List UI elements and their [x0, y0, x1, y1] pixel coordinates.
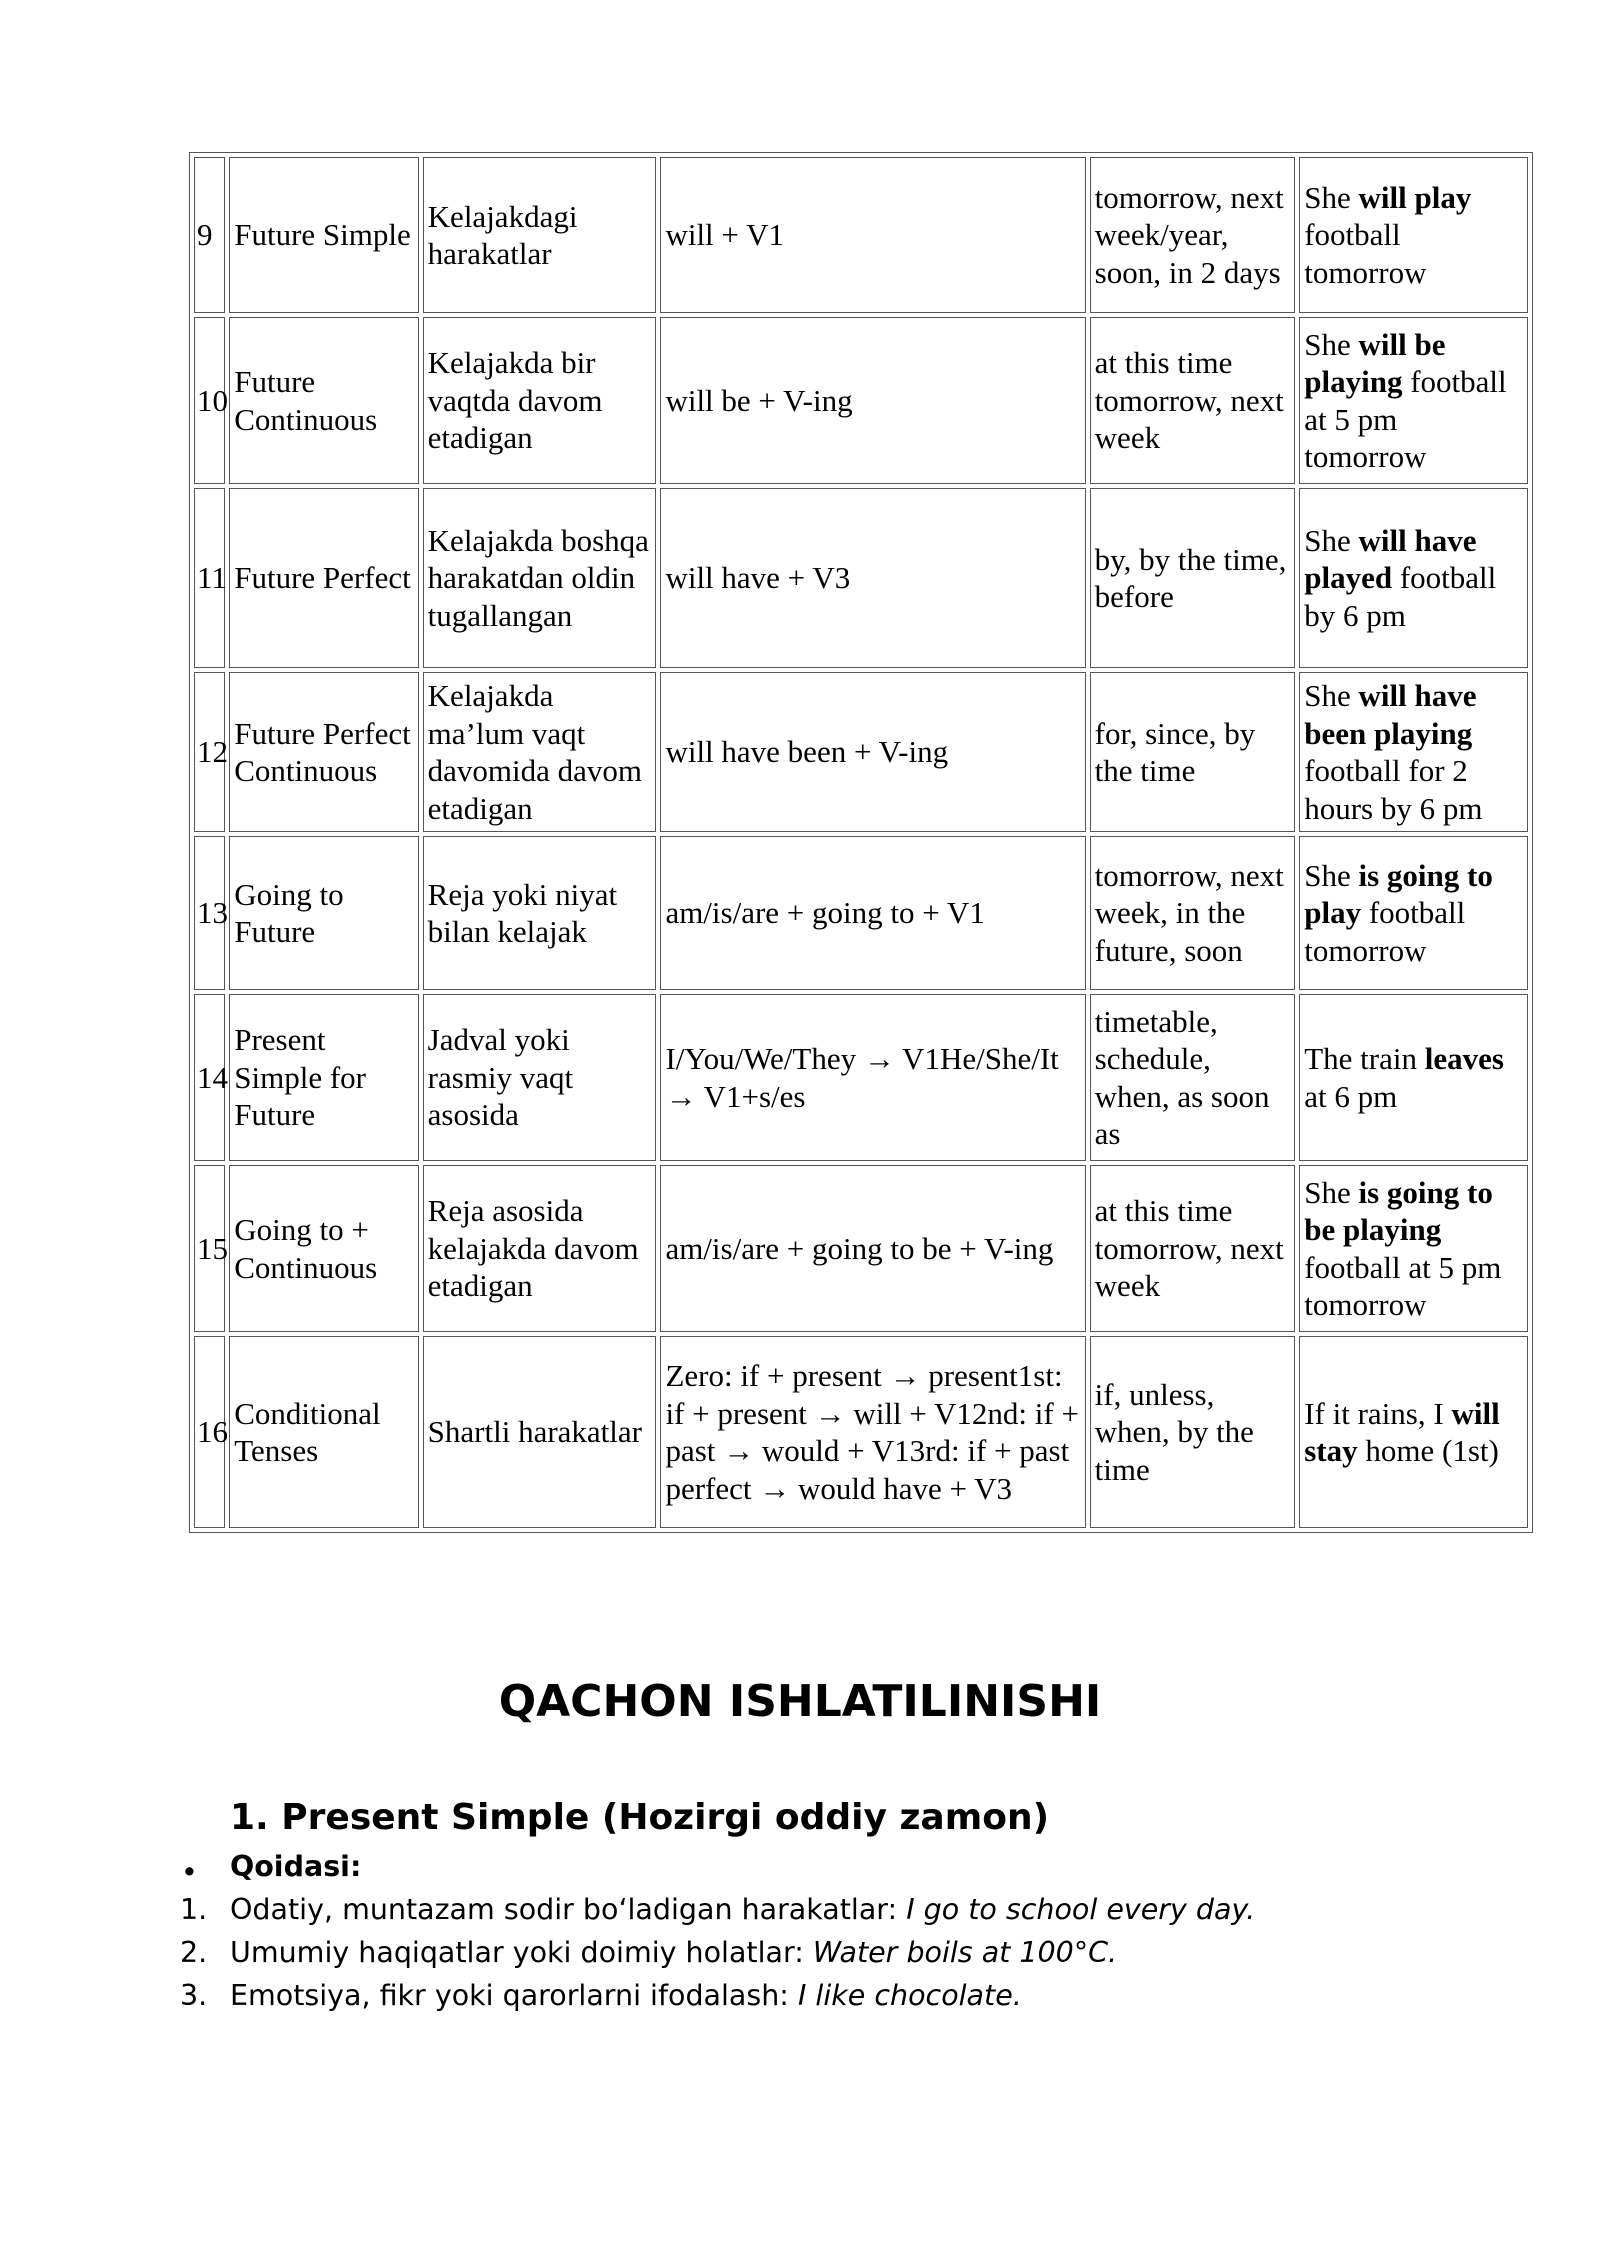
time-markers: timetable, schedule, when, as soon as [1090, 994, 1296, 1161]
tense-example: She will have played football by 6 pm [1299, 488, 1528, 668]
table-row [194, 1336, 1528, 1528]
list-item-number: 2. [180, 1936, 208, 1969]
tense-example: She will be playing football at 5 pm tomorrow [1299, 317, 1528, 484]
time-markers: for, since, by the time [1090, 672, 1296, 832]
tense-name: Conditional Tenses [229, 1336, 418, 1528]
tense-description: Reja yoki niyat bilan kelajak [423, 836, 657, 990]
table-row [194, 317, 1528, 484]
tense-description: Kelajakda ma’lum vaqt davomida davom etadigan [423, 672, 657, 832]
row-number: 10 [194, 317, 225, 484]
tense-description: Kelajakda bir vaqtda davom etadigan [423, 317, 657, 484]
tense-formula: am/is/are + going to be + V-ing [660, 1165, 1085, 1332]
list-item: Emotsiya, fikr yoki qarorlarni ifodalash: I like chocolate. [230, 1979, 1022, 2012]
tense-name: Future Perfect Continuous [229, 672, 418, 832]
row-number: 13 [194, 836, 225, 990]
time-markers: tomorrow, next week/year, soon, in 2 days [1090, 157, 1296, 313]
tense-description: Reja asosida kelajakda davom etadigan [423, 1165, 657, 1332]
list-item-example: Water boils at 100°C. [812, 1936, 1118, 1969]
row-number: 9 [194, 157, 225, 313]
list-item-number: 1. [180, 1893, 208, 1926]
list-item-example: I like chocolate. [797, 1979, 1022, 2012]
tense-formula: will have been + V-ing [660, 672, 1085, 832]
table-row [194, 157, 1528, 313]
list-item-number: 3. [180, 1979, 208, 2012]
table-row [194, 836, 1528, 990]
tenses-table [189, 152, 1533, 1533]
tense-example: She will play football tomorrow [1299, 157, 1528, 313]
tense-name: Future Continuous [229, 317, 418, 484]
tense-description: Kelajakdagi harakatlar [423, 157, 657, 313]
row-number: 11 [194, 488, 225, 668]
tense-formula: I/You/We/They → V1He/She/It → V1+s/es [660, 994, 1085, 1161]
tense-description: Jadval yoki rasmiy vaqt asosida [423, 994, 657, 1161]
tense-formula: will + V1 [660, 157, 1085, 313]
tense-example: She is going to be playing football at 5 pm tomorrow [1299, 1165, 1528, 1332]
time-markers: at this time tomorrow, next week [1090, 1165, 1296, 1332]
tense-example: She will have been playing football for 2 hours by 6 pm [1299, 672, 1528, 832]
tense-name: Present Simple for Future [229, 994, 418, 1161]
tense-example: She is going to play football tomorrow [1299, 836, 1528, 990]
section-heading: QACHON ISHLATILINISHI [498, 1676, 1102, 1727]
tense-name: Future Simple [229, 157, 418, 313]
time-markers: tomorrow, next week, in the future, soon [1090, 836, 1296, 990]
table-row [194, 672, 1528, 832]
tense-example: The train leaves at 6 pm [1299, 994, 1528, 1161]
tense-example: If it rains, I will stay home (1st) [1299, 1336, 1528, 1528]
tense-formula: Zero: if + present → present1st: if + present → will + V12nd: if + past → would + V13rd: if + past perfect → would have + V3 [660, 1336, 1085, 1528]
tense-name: Going to + Continuous [229, 1165, 418, 1332]
tense-formula: will be + V-ing [660, 317, 1085, 484]
row-number: 16 [194, 1336, 225, 1528]
table-row [194, 994, 1528, 1161]
time-markers: if, unless, when, by the time [1090, 1336, 1296, 1528]
tense-formula: am/is/are + going to + V1 [660, 836, 1085, 990]
rule-label: Qoidasi: [230, 1850, 362, 1883]
time-markers: at this time tomorrow, next week [1090, 317, 1296, 484]
list-item-example: I go to school every day. [906, 1893, 1256, 1926]
bullet-marker: • [181, 1856, 198, 1889]
time-markers: by, by the time, before [1090, 488, 1296, 668]
tense-description: Shartli harakatlar [423, 1336, 657, 1528]
tense-description: Kelajakda boshqa harakatdan oldin tugallangan [423, 488, 657, 668]
tense-formula: will have + V3 [660, 488, 1085, 668]
tense-name: Going to Future [229, 836, 418, 990]
list-item: Umumiy haqiqatlar yoki doimiy holatlar: Water boils at 100°C. [230, 1936, 1118, 1969]
table-row [194, 488, 1528, 668]
tense-subheading: 1. Present Simple (Hozirgi oddiy zamon) [230, 1797, 1050, 1838]
row-number: 12 [194, 672, 225, 832]
tense-name: Future Perfect [229, 488, 418, 668]
row-number: 14 [194, 994, 225, 1161]
list-item: Odatiy, muntazam sodir bo‘ladigan harakatlar: I go to school every day. [230, 1893, 1256, 1926]
table-row [194, 1165, 1528, 1332]
row-number: 15 [194, 1165, 225, 1332]
